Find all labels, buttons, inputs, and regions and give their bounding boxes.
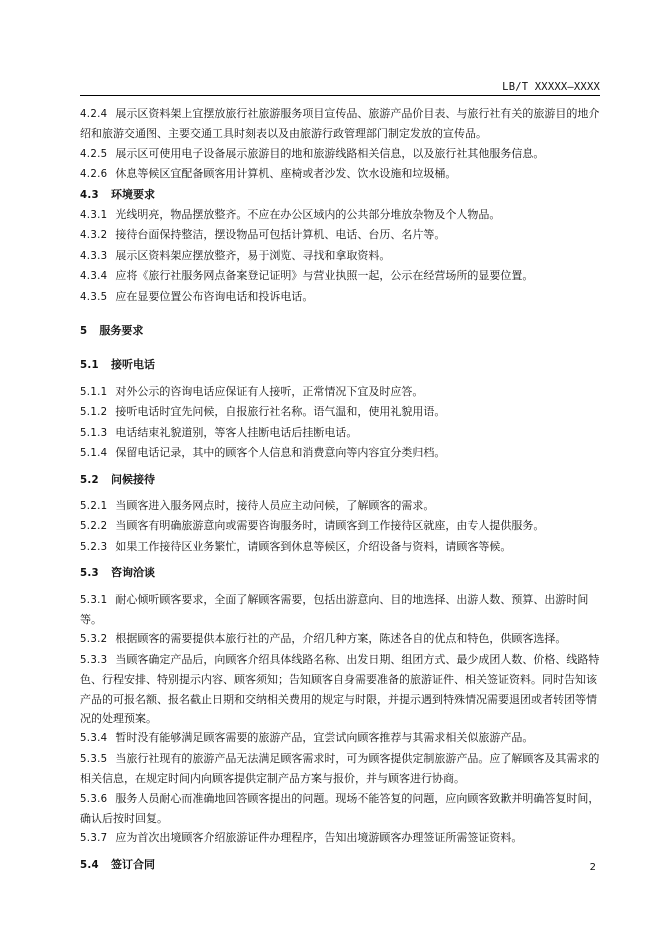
- heading-5: [80, 321, 600, 341]
- clause-5-3-5: [80, 749, 600, 789]
- clause-4-3-2: [80, 225, 600, 245]
- heading-text: 问候接待: [110, 472, 155, 486]
- document-body: [80, 104, 600, 875]
- header-rule: [80, 95, 600, 96]
- heading-number: 5.3: [80, 568, 99, 580]
- clause-text: 暂时没有能够满足顾客需要的旅游产品，宜尝试向顾客推荐与其需求相关似旅游产品。: [115, 731, 534, 745]
- clause-number: 4.3.2: [80, 230, 108, 242]
- clause-number: 4.3.4: [80, 271, 108, 283]
- clause-5-3-2: [80, 629, 600, 649]
- clause-number: 5.3.2: [80, 634, 108, 646]
- clause-5-2-2: [80, 516, 600, 536]
- clause-4-2-5: [80, 144, 600, 164]
- clause-text: 根据顾客的需要提供本旅行社的产品，介绍几种方案，陈述各自的优点和特色，供顾客选择。: [115, 632, 567, 646]
- clause-5-2-3: [80, 537, 600, 557]
- clause-number: 5.3.1: [80, 594, 108, 606]
- clause-text: 应将《旅行社服务网点备案登记证明》与营业执照一起，公示在经营场所的显要位置。: [115, 269, 534, 283]
- page-number: 2: [589, 862, 596, 873]
- clause-5-1-2: [80, 402, 600, 422]
- clause-number: 5.1.2: [80, 407, 108, 419]
- heading-5-2: [80, 470, 600, 490]
- heading-text: 咨询洽谈: [110, 566, 155, 580]
- clause-text: 展示区可使用电子设备展示旅游目的地和旅游线路相关信息，以及旅行社其他服务信息。: [115, 146, 545, 160]
- clause-5-3-6: [80, 789, 600, 829]
- clause-4-3-5: [80, 287, 600, 307]
- clause-number: 4.3.3: [80, 250, 108, 262]
- clause-text: 当顾客有明确旅游意向或需要咨询服务时，请顾客到工作接待区就座，由专人提供服务。: [115, 519, 545, 533]
- clause-4-3-1: [80, 205, 600, 225]
- clause-text: 对外公示的咨询电话应保证有人接听，正常情况下宜及时应答。: [115, 384, 424, 398]
- heading-5-3: [80, 563, 600, 583]
- clause-number: 4.2.4: [80, 109, 108, 120]
- clause-text: 展示区资料架上宜摆放旅行社旅游服务项目宣传品、旅游产品价目表、与旅行社有关的旅游目的地介绍和旅游交通图、主要交通工具时刻表以及由旅游行政管理部门制定发放的宣传品。: [80, 107, 600, 141]
- clause-number: 5.1.1: [80, 386, 108, 398]
- heading-5-1: [80, 355, 600, 375]
- clause-text: 服务人员耐心而准确地回答顾客提出的问题。现场不能答复的问题，应向顾客致歉并明确答复时间，确认后按时回复。: [80, 791, 600, 825]
- heading-text: 接听电话: [110, 358, 155, 372]
- clause-number: 4.3.5: [80, 291, 108, 303]
- heading-number: 5: [80, 326, 88, 338]
- clause-5-3-3: [80, 650, 600, 729]
- clause-text: 如果工作接待区业务繁忙，请顾客到休息等候区，介绍设备与资料，请顾客等候。: [115, 539, 512, 553]
- clause-text: 当顾客确定产品后，向顾客介绍具体线路名称、出发日期、组团方式、最少成团人数、价格、线路特色、行程安排、特别提示内容、顾客须知；告知顾客自身需要准备的旅游证件、相关签证资料。同时告知该产品的可报名额、报名截止日期和交纳相关费用的规定与时限，并提示遇到特殊情况需要退团或者转团等情况的处理预案。: [80, 652, 600, 725]
- clause-text: 当顾客进入服务网点时，接待人员应主动问候，了解顾客的需求。: [115, 498, 435, 512]
- clause-text: 当旅行社现有的旅游产品无法满足顾客需求时，可为顾客提供定制旅游产品。应了解顾客及其需求的相关信息，在规定时间内向顾客提供定制产品方案与报价，并与顾客进行协商。: [80, 751, 600, 786]
- heading-number: 4.3: [80, 189, 99, 201]
- clause-text: 电话结束礼貌道别，等客人挂断电话后挂断电话。: [115, 425, 358, 439]
- heading-number: 5.2: [80, 474, 99, 486]
- clause-number: 4.2.6: [80, 169, 108, 181]
- heading-number: 5.4: [80, 859, 99, 871]
- clause-number: 5.3.5: [80, 753, 108, 765]
- heading-number: 5.1: [80, 360, 99, 372]
- clause-number: 4.3.1: [80, 210, 108, 222]
- clause-text: 保留电话记录，其中的顾客个人信息和消费意向等内容宜分类归档。: [115, 446, 446, 460]
- clause-text: 应在显要位置公布咨询电话和投诉电话。: [115, 289, 314, 303]
- clause-number: 5.2.1: [80, 500, 108, 512]
- heading-5-4: [80, 855, 600, 875]
- clause-text: 光线明亮，物品摆放整齐。不应在办公区域内的公共部分堆放杂物及个人物品。: [115, 208, 501, 222]
- clause-5-1-3: [80, 423, 600, 443]
- heading-4-3: [80, 185, 600, 205]
- clause-5-1-1: [80, 382, 600, 402]
- clause-4-2-4: [80, 104, 600, 144]
- clause-number: 5.3.7: [80, 833, 108, 845]
- clause-text: 展示区资料架应摆放整齐，易于浏览、寻找和拿取资料。: [115, 248, 391, 262]
- clause-number: 5.3.3: [80, 654, 108, 666]
- clause-5-3-1: [80, 590, 600, 630]
- clause-number: 5.2.3: [80, 541, 108, 553]
- clause-number: 5.1.3: [80, 427, 108, 439]
- clause-text: 应为首次出境顾客介绍旅游证件办理程序，告知出境游顾客办理签证所需签证资料。: [115, 831, 523, 845]
- clause-text: 耐心倾听顾客要求，全面了解顾客需要，包括出游意向、目的地选择、出游人数、预算、出游时间等。: [80, 592, 589, 626]
- heading-text: 服务要求: [99, 324, 144, 338]
- clause-number: 4.2.5: [80, 148, 108, 160]
- clause-text: 接听电话时宜先问候，自报旅行社名称。语气温和，使用礼貌用语。: [115, 405, 446, 419]
- clause-number: 5.3.6: [80, 793, 108, 805]
- clause-5-2-1: [80, 496, 600, 516]
- clause-4-3-3: [80, 246, 600, 266]
- clause-text: 休息等候区宜配备顾客用计算机、座椅或者沙发、饮水设施和垃圾桶。: [115, 167, 457, 181]
- page-header-code: LB/T XXXXX—XXXX: [502, 81, 600, 93]
- clause-4-2-6: [80, 164, 600, 184]
- clause-5-3-4: [80, 728, 600, 748]
- clause-5-1-4: [80, 443, 600, 463]
- clause-text: 接待台面保持整洁，摆设物品可包括计算机、电话、台历、名片等。: [115, 228, 446, 242]
- clause-number: 5.3.4: [80, 733, 108, 745]
- clause-5-3-7: [80, 828, 600, 848]
- clause-number: 5.2.2: [80, 521, 108, 533]
- heading-text: 环境要求: [110, 187, 155, 201]
- clause-4-3-4: [80, 266, 600, 286]
- clause-number: 5.1.4: [80, 448, 108, 460]
- heading-text: 签订合同: [110, 857, 155, 871]
